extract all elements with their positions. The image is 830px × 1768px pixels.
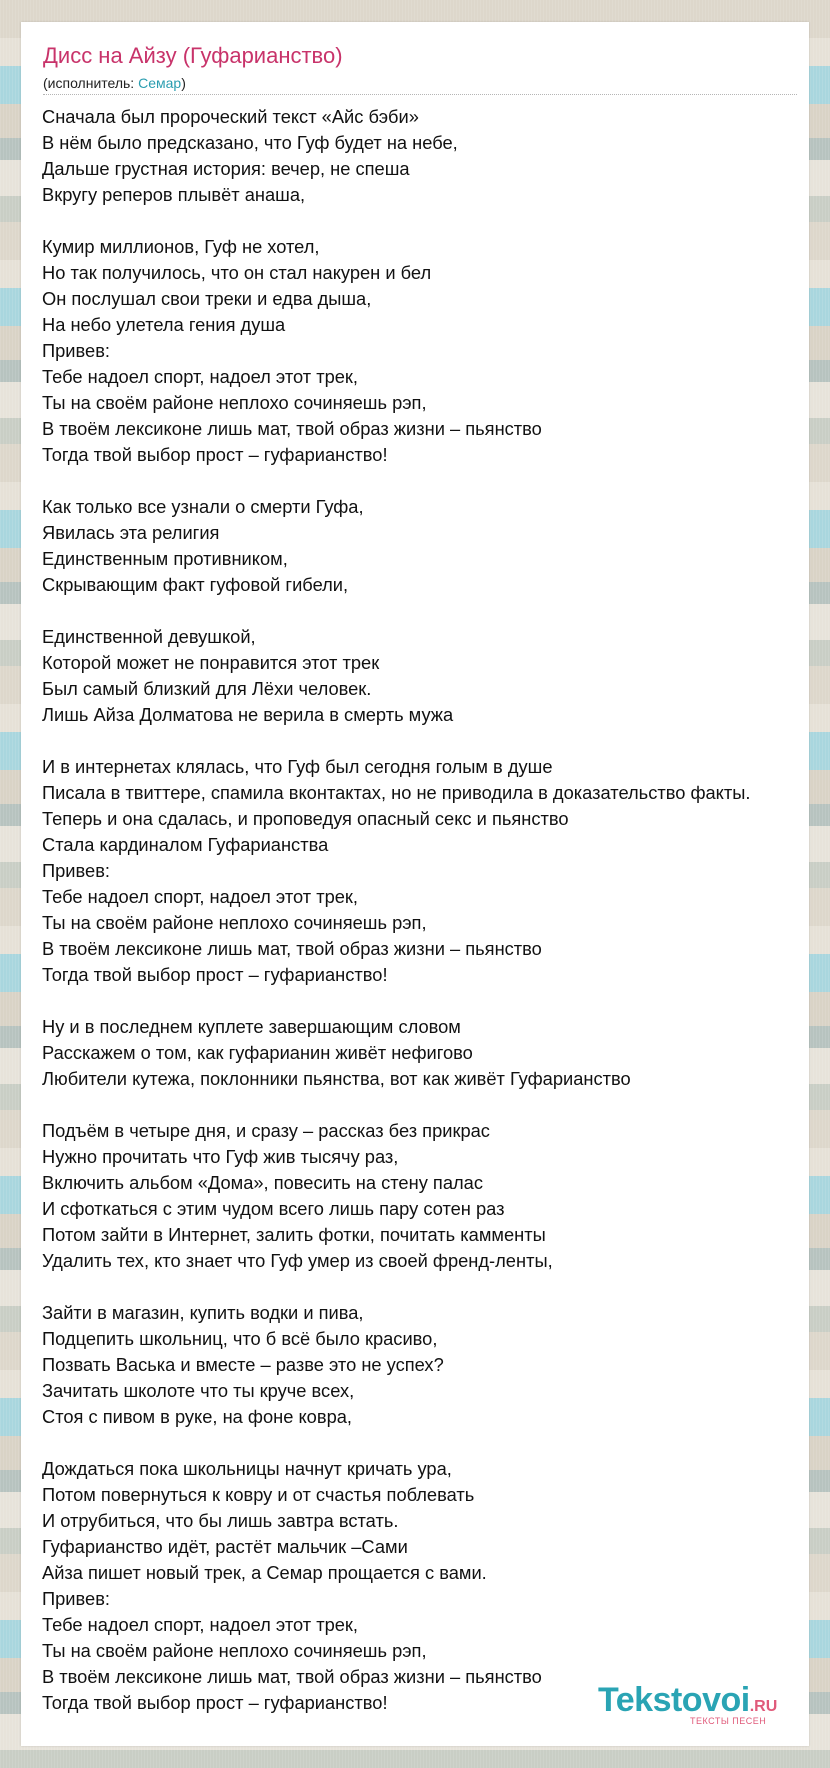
- lyrics-line: На небо улетела гения душа: [42, 314, 286, 335]
- logo-name: Tekstovoi: [598, 1681, 750, 1719]
- title-divider: [43, 94, 797, 95]
- lyrics-line: Удалить тех, кто знает что Гуф умер из своей френд-ленты,: [42, 1250, 553, 1271]
- lyrics-line: Позвать Васька и вместе – разве это не успех?: [42, 1354, 444, 1375]
- lyrics-blank-line: [42, 598, 812, 624]
- logo-tagline: ТЕКСТЫ ПЕСЕН: [690, 1716, 767, 1726]
- lyrics-line: В твоём лексиконе лишь мат, твой образ жизни – пьянство: [42, 1666, 542, 1687]
- lyrics-line: В твоём лексиконе лишь мат, твой образ жизни – пьянство: [42, 938, 542, 959]
- lyrics-line: Тогда твой выбор прост – гуфарианство!: [42, 964, 388, 985]
- performer-link[interactable]: Семар: [138, 75, 182, 91]
- lyrics-blank-line: [42, 208, 812, 234]
- lyrics-line: Стала кардиналом Гуфарианства: [42, 834, 329, 855]
- lyrics-line: И отрубиться, что бы лишь завтра встать.: [42, 1510, 399, 1531]
- lyrics-line: В твоём лексиконе лишь мат, твой образ жизни – пьянство: [42, 418, 542, 439]
- lyrics-line: Вкругу реперов плывёт анаша,: [42, 184, 306, 205]
- lyrics-line: Расскажем о том, как гуфарианин живёт нефигово: [42, 1042, 473, 1063]
- lyrics-line: Он послушал свои треки и едва дыша,: [42, 288, 372, 309]
- lyrics-line: Включить альбом «Дома», повесить на стену палас: [42, 1172, 483, 1193]
- lyrics-line: Гуфарианство идёт, растёт мальчик –Сами: [42, 1536, 408, 1557]
- lyrics-line: Ты на своём районе неплохо сочиняешь рэп,: [42, 392, 427, 413]
- lyrics-line: Тогда твой выбор прост – гуфарианство!: [42, 444, 388, 465]
- lyrics-line: Зайти в магазин, купить водки и пива,: [42, 1302, 364, 1323]
- lyrics-line: Дождаться пока школьницы начнут кричать ура,: [42, 1458, 452, 1479]
- lyrics-line: И в интернетах клялась, что Гуф был сегодня голым в душе: [42, 756, 553, 777]
- lyrics-line: Писала в твиттере, спамила вконтактах, но не приводила в доказательство факты.: [42, 782, 751, 803]
- lyrics-line: Тебе надоел спорт, надоел этот трек,: [42, 886, 358, 907]
- lyrics-line: Потом зайти в Интернет, залить фотки, почитать камменты: [42, 1224, 546, 1245]
- lyrics-text: [42, 104, 812, 1716]
- lyrics-line: Ну и в последнем куплете завершающим словом: [42, 1016, 461, 1037]
- lyrics-line: Зачитать школоте что ты круче всех,: [42, 1380, 355, 1401]
- lyrics-blank-line: [42, 728, 812, 754]
- lyrics-line: Кумир миллионов, Гуф не хотел,: [42, 236, 320, 257]
- lyrics-line: Лишь Айза Долматова не верила в смерть мужа: [42, 704, 454, 725]
- lyrics-blank-line: [42, 468, 812, 494]
- lyrics-line: Был самый близкий для Лёхи человек.: [42, 678, 372, 699]
- lyrics-blank-line: [42, 1092, 812, 1118]
- performer-line: [43, 74, 186, 92]
- lyrics-line: Единственной девушкой,: [42, 626, 256, 647]
- lyrics-line: Тогда твой выбор прост – гуфарианство!: [42, 1692, 388, 1713]
- lyrics-line: Потом повернуться к ковру и от счастья поблевать: [42, 1484, 475, 1505]
- lyrics-card: [21, 22, 809, 1746]
- lyrics-line: Которой может не понравится этот трек: [42, 652, 380, 673]
- lyrics-line: Скрывающим факт гуфовой гибели,: [42, 574, 349, 595]
- lyrics-line: Нужно прочитать что Гуф жив тысячу раз,: [42, 1146, 399, 1167]
- lyrics-line: Тебе надоел спорт, надоел этот трек,: [42, 366, 358, 387]
- lyrics-line: Айза пишет новый трек, а Семар прощается с вами.: [42, 1562, 487, 1583]
- lyrics-line: Привев:: [42, 340, 110, 361]
- lyrics-line: Стоя с пивом в руке, на фоне ковра,: [42, 1406, 352, 1427]
- lyrics-line: В нём было предсказано, что Гуф будет на небе,: [42, 132, 458, 153]
- lyrics-line: Подцепить школьниц, что б всё было красиво,: [42, 1328, 438, 1349]
- lyrics-line: Любители кутежа, поклонники пьянства, вот как живёт Гуфарианство: [42, 1068, 631, 1089]
- lyrics-blank-line: [42, 988, 812, 1014]
- lyrics-blank-line: [42, 1274, 812, 1300]
- lyrics-line: Как только все узнали о смерти Гуфа,: [42, 496, 364, 517]
- performer-prefix: (исполнитель:: [43, 75, 139, 91]
- lyrics-line: Но так получилось, что он стал накурен и бел: [42, 262, 432, 283]
- site-logo[interactable]: [598, 1680, 808, 1732]
- lyrics-line: Подъём в четыре дня, и сразу – рассказ без прикрас: [42, 1120, 490, 1141]
- logo-tld: .RU: [749, 1698, 778, 1715]
- lyrics-line: Ты на своём районе неплохо сочиняешь рэп,: [42, 1640, 427, 1661]
- lyrics-line: Сначала был пророческий текст «Айс бэби»: [42, 106, 419, 127]
- lyrics-line: Явилась эта религия: [42, 522, 220, 543]
- lyrics-line: И сфоткаться с этим чудом всего лишь пару сотен раз: [42, 1198, 505, 1219]
- song-title: Дисс на Айзу (Гуфарианство): [43, 43, 343, 68]
- lyrics-line: Теперь и она сдалась, и проповедуя опасный секс и пьянство: [42, 808, 569, 829]
- lyrics-line: Единственным противником,: [42, 548, 288, 569]
- lyrics-line: Ты на своём районе неплохо сочиняешь рэп,: [42, 912, 427, 933]
- performer-suffix: ): [181, 75, 186, 91]
- lyrics-blank-line: [42, 1430, 812, 1456]
- lyrics-line: Тебе надоел спорт, надоел этот трек,: [42, 1614, 358, 1635]
- lyrics-line: Привев:: [42, 860, 110, 881]
- lyrics-line: Привев:: [42, 1588, 110, 1609]
- lyrics-line: Дальше грустная история: вечер, не спеша: [42, 158, 410, 179]
